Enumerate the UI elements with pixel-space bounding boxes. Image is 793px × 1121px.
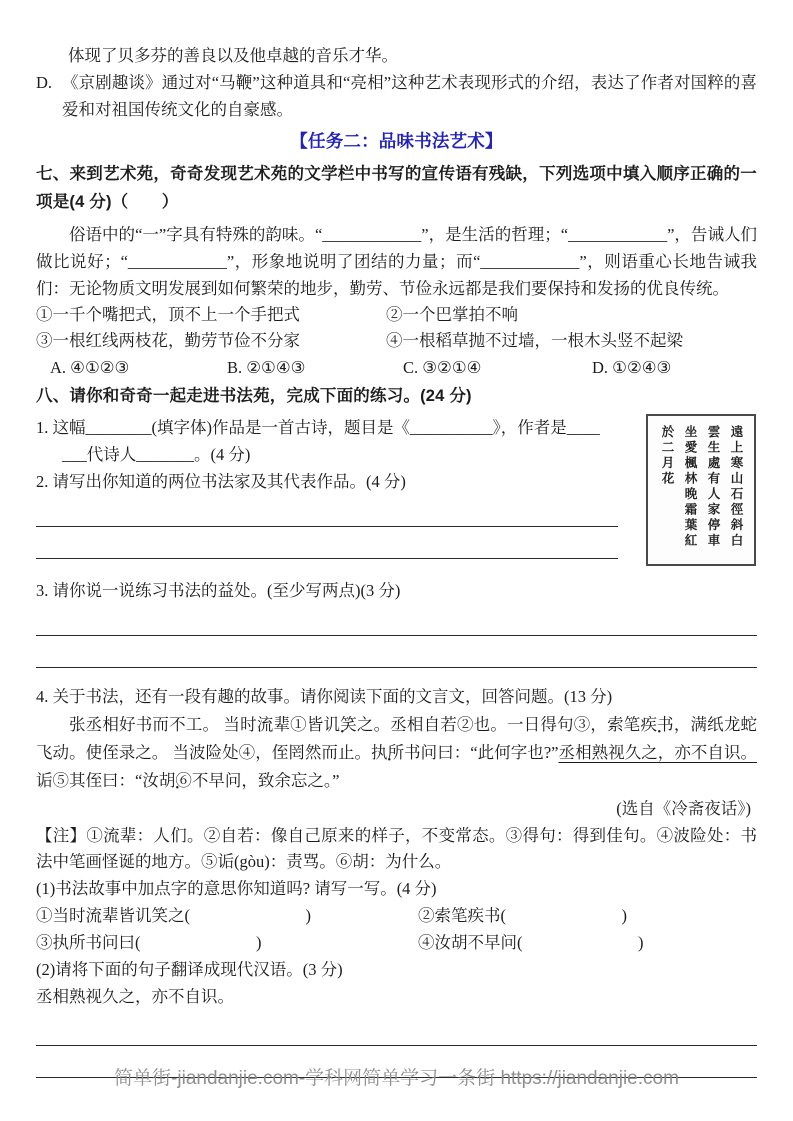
option-4: ④一根稻草抛不过墙，一根木头竖不起梁: [386, 331, 683, 350]
calligraphy-column: 雲生處有人家停車: [706, 425, 720, 549]
calligraphy-column: 坐愛楓林晚霜葉紅: [683, 425, 697, 549]
passage-segment-dotted: 讥: [323, 715, 341, 734]
sub-question-2: (2)请将下面的句子翻译成现代汉语。(3 分): [36, 960, 343, 979]
question-2: 2. 请写出你知道的两位书法家及其代表作品。(4 分): [36, 472, 406, 491]
passage-segment: 笑之。丞相自若②也。一日得句③，索笔: [340, 715, 641, 734]
blank-items-row1: [36, 902, 757, 929]
passage-segment-dotted: 执: [371, 743, 388, 762]
blank-item-2: ②索笔疾书( ): [418, 906, 627, 925]
passage-notes: 【注】①流辈：人们。②自若：像自己原来的样子，不变常态。③得句：得到佳句。④波险处：书法中笔画怪诞的地方。⑤诟(gòu)：责骂。⑥胡：为什么。: [36, 826, 757, 871]
passage-source: (选自《冷斋夜话》): [616, 799, 751, 818]
section8-top-block: [36, 414, 757, 559]
answer-line: [36, 526, 618, 527]
answer-line: [36, 667, 757, 668]
section8-title: 八、请你和奇奇一起走进书法苑，完成下面的练习。(24 分): [36, 387, 472, 405]
question-1-line1: 1. 这幅________(填字体)作品是一首古诗，题目是《__________》，作者是____: [36, 418, 600, 437]
answer-line: [36, 635, 757, 636]
question-3: 3. 请你说一说练习书法的益处。(至少写两点)(3 分): [36, 581, 401, 600]
section7-passage: 俗语中的“一”字具有特殊的韵味。“____________”，是生活的哲理；“____________”，告诫人们做比说好；“____________”，形象地说明了团结的力量；而“____________”，则语重心长地告诫我们：无论物质文明发展到如何繁荣的地步，勤劳、节俭永远都是我们要保持和发扬的优良传统。: [36, 225, 757, 298]
translate-sentence: 丞相熟视久之，亦不自识。: [36, 987, 234, 1006]
choice-c: C. ③②①④: [403, 358, 482, 377]
option-c-tail-text: 体现了贝多芬的善良以及他卓越的音乐才华。: [68, 46, 398, 65]
passage-segment: 书，满纸龙蛇飞动。使侄录之。 当波险处④，侄罔然而止。: [36, 715, 758, 762]
blank-item-4: ④汝胡不早问( ): [418, 933, 644, 952]
section7-choices: [36, 354, 757, 381]
section7-title: 七、来到艺术苑，奇奇发现艺术苑的文学栏中书写的宣传语有残缺，下列选项中填入顺序正确的一项是(4 分)（ ）: [36, 165, 757, 211]
sub-question-1: (1)书法故事中加点字的意思你知道吗? 请写一写。(4 分): [36, 879, 437, 898]
section7-options-row2: [36, 328, 757, 354]
passage-segment-underlined: 丞相熟视久之，亦不自识。: [558, 743, 757, 762]
passage-segment: 所书问曰：“此何字也?”: [387, 743, 559, 762]
answer-line: [36, 1045, 757, 1046]
option-d-label: D.: [36, 73, 53, 92]
passage-segment: ⑥不早问，致余忘之。”: [175, 771, 340, 790]
choice-b: B. ②①④③: [227, 358, 306, 377]
blank-items-row2: [36, 929, 757, 956]
passage-segment: 诟⑤其侄曰：“汝: [36, 771, 159, 790]
task-banner: 【任务二：品味书法艺术】: [290, 131, 503, 151]
question-4: 4. 关于书法，还有一段有趣的故事。请你阅读下面的文言文，回答问题。(13 分): [36, 687, 613, 706]
answer-line: [36, 558, 618, 559]
calligraphy-column: 遠上寒山石徑斜白: [729, 425, 743, 549]
calligraphy-artwork: [646, 414, 756, 566]
blank-item-3: ③执所书问曰( ): [36, 933, 262, 952]
option-1: ①一千个嘴把式，顶不上一个手把式: [36, 305, 300, 324]
option-3: ③一根红线两枝花，勤劳节俭不分家: [36, 331, 300, 350]
classical-passage: [36, 711, 757, 795]
choice-a: A. ④①②③: [50, 358, 130, 377]
calligraphy-poem: [655, 425, 747, 555]
calligraphy-column: 於二月花: [660, 425, 674, 487]
watermark-footer: 简单街-jiandanjie.com-学科网简单学习一条街 https://jiandanjie.com: [114, 1068, 679, 1089]
option-d-text: 《京剧趣谈》通过对“马鞭”这种道具和“亮相”这种艺术表现形式的介绍，表达了作者对国粹的喜爱和对祖国传统文化的自豪感。: [62, 73, 757, 119]
passage-segment-dotted: 胡: [158, 771, 176, 790]
question-1-line2: ___代诗人_______。(4 分): [62, 445, 251, 464]
blank-item-1: ①当时流辈皆讥笑之( ): [36, 906, 311, 925]
option-2: ②一个巴掌拍不响: [386, 305, 518, 324]
option-d: [36, 69, 757, 123]
passage-segment-dotted: 疾: [640, 715, 658, 734]
passage-segment: 张丞相好书而不工。 当时流辈①皆: [69, 715, 324, 734]
choice-d: D. ①②④③: [592, 358, 672, 377]
section7-options-row1: [36, 302, 757, 328]
